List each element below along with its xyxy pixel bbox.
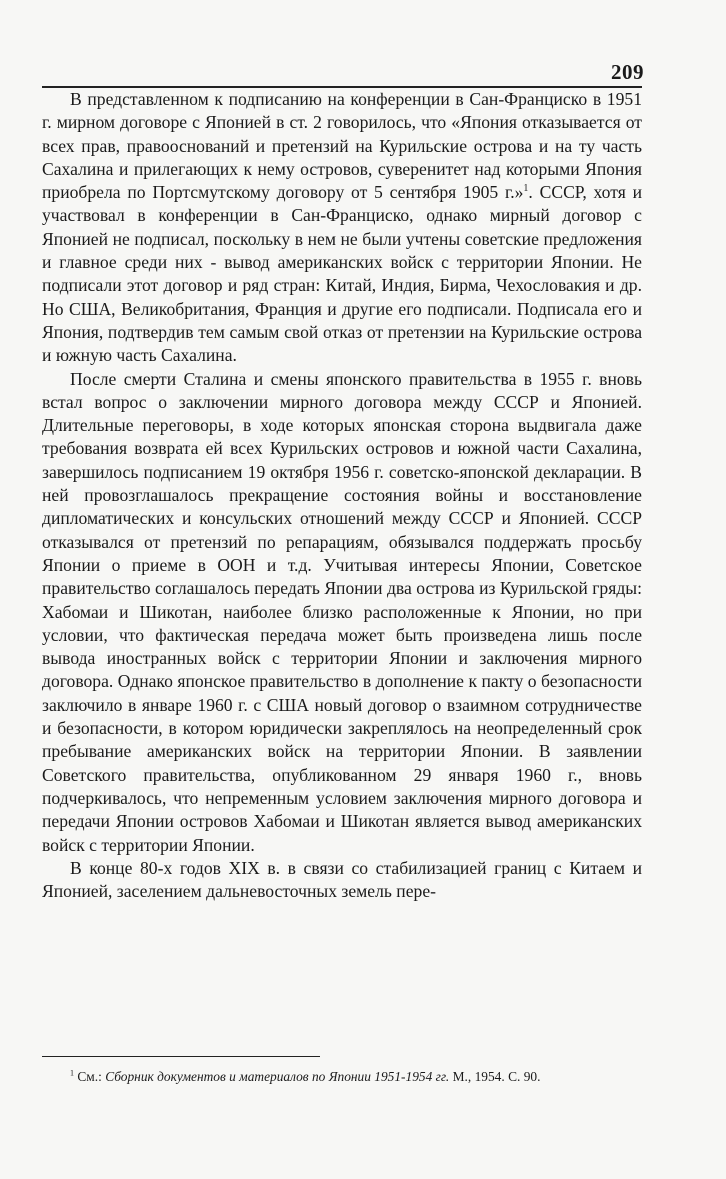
paragraph-2: После смерти Сталина и смены японского правительства в 1955 г. вновь встал вопрос о заключении мирного договора между СССР и Японией. Длительные переговоры, в ходе которых японская сторона выдвигала даже требования возврата ей всех Курильских островов и южной части Сахалина, завершилось подписанием 19 октября 1956 г. советско-японской декларации. В ней провозглашалось прекращение состояния войны и восстановление дипломатических и консульских отношений между СССР и Японией. СССР отказывался от претензий по репарациям, обязывался поддержать просьбу Японии о приеме в ООН и т.д. Учитывая интересы Японии, Советское правительство соглашалось передать Японии два острова из Курильской гряды: Хабомаи и Шикотан, наиболее близко расположенные к Японии, но при условии, что фактическая передача может быть произведена лишь после вывода иностранных войск с территории Японии и заключения мирного договора. Однако японское правительство в дополнение к пакту о безопасности заключило в январе 1960 г. с США новый договор о взаимном сотрудничестве и безопасности, в котором юридически закреплялось на неопределенный срок пребывание американских войск на территории Японии. В заявлении Советского правительства, опубликованном 29 января 1960 г., вновь подчеркивалось, что непременным условием заключения мирного договора и передачи Японии островов Хабомаи и Шикотан является вывод американских войск с территории Японии. bbox=[42, 368, 642, 855]
paragraph-1-text: В представленном к подписанию на конференции в Сан-Франциско в 1951 г. мирном договоре с Японией в ст. 2 говорилось, что «Япония отказывается от всех прав, правооснований и претензий на Курильские острова и на ту часть Сахалина и прилегающих к нему островов, суверенитет над которыми Япония приобрела по Портсмутскому договору от 5 сентября 1905 г.» bbox=[42, 89, 642, 203]
footnote-title: Сборник документов и материалов по Японии 1951-1954 гг. bbox=[105, 1069, 450, 1084]
page-number: 209 bbox=[611, 60, 644, 84]
footnote-suffix: М., 1954. С. 90. bbox=[452, 1069, 541, 1084]
footnote-prefix: См.: bbox=[77, 1069, 102, 1084]
body-text bbox=[42, 88, 642, 903]
footnote-marker: 1 bbox=[70, 1068, 74, 1078]
footnote-rule bbox=[42, 1056, 320, 1057]
footnote bbox=[70, 1068, 650, 1086]
footnote-reference: 1 bbox=[523, 183, 529, 195]
paragraph-1-continuation: . СССР, хотя и участвовал в конференции в Сан-Франциско, однако мирный договор с Японией не подписал, поскольку в нем не были учтены советские предложения и главное среди них - вывод американских войск с территории Японии. Не подписали этот договор и ряд стран: Китай, Индия, Бирма, Чехословакия и др. Но США, Великобритания, Франция и другие его подписали. Подписала его и Япония, подтвердив тем самым свой отказ от претензии на Курильские острова и южную часть Сахалина. bbox=[42, 182, 642, 366]
paragraph-3: В конце 80-х годов XIX в. в связи со стабилизацией границ с Китаем и Японией, заселением дальневосточных земель пере- bbox=[42, 857, 642, 902]
paragraph-1 bbox=[42, 88, 642, 368]
